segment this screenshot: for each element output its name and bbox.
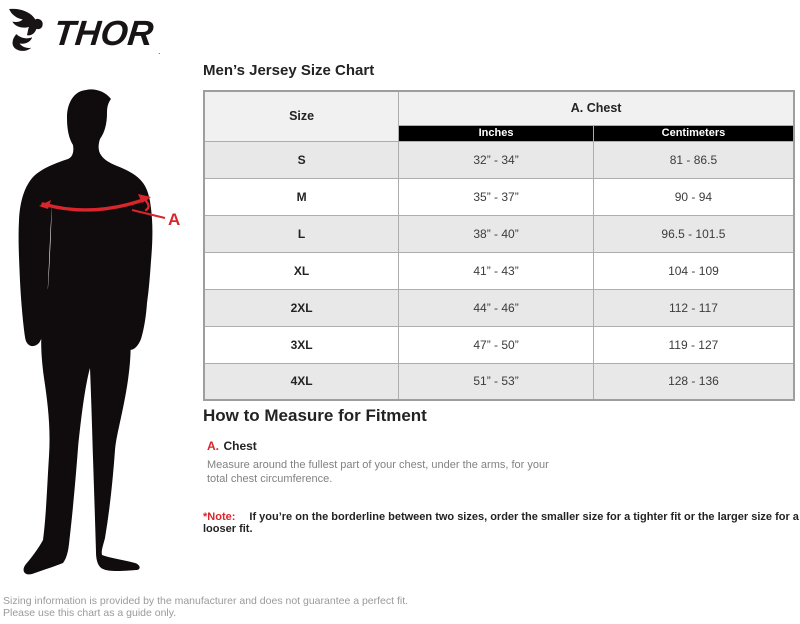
thor-logo	[8, 8, 160, 59]
row-centimeters: 104 - 109	[593, 252, 794, 289]
row-inches: 41” - 43”	[399, 252, 594, 289]
column-header-inches: Inches	[399, 125, 594, 141]
table-row	[204, 178, 794, 215]
table-row	[204, 141, 794, 178]
row-size: M	[204, 178, 399, 215]
male-silhouette-shape	[19, 89, 153, 574]
row-centimeters: 81 - 86.5	[593, 141, 794, 178]
table-row	[204, 326, 794, 363]
thor-logo-regmark: .	[158, 47, 161, 56]
measure-section-heading: How to Measure for Fitment	[203, 406, 427, 425]
row-size: 4XL	[204, 363, 399, 400]
chest-measure-label: A	[168, 210, 181, 229]
size-chart-table	[203, 90, 795, 401]
sizing-note	[203, 511, 800, 535]
body-silhouette-figure	[10, 88, 190, 580]
table-row	[204, 363, 794, 400]
measure-item-key: A.	[207, 439, 219, 453]
column-header-centimeters: Centimeters	[593, 125, 794, 141]
row-size: L	[204, 215, 399, 252]
measure-item-description: Measure around the fullest part of your chest, under the arms, for your total chest circumference.	[207, 459, 549, 485]
row-centimeters: 119 - 127	[593, 326, 794, 363]
row-inches: 35” - 37”	[399, 178, 594, 215]
table-row	[204, 289, 794, 326]
row-size: S	[204, 141, 399, 178]
disclaimer	[3, 596, 408, 619]
row-size: XL	[204, 252, 399, 289]
row-centimeters: 112 - 117	[593, 289, 794, 326]
row-centimeters: 128 - 136	[593, 363, 794, 400]
column-header-chest: A. Chest	[399, 91, 794, 125]
row-centimeters: 96.5 - 101.5	[593, 215, 794, 252]
thor-logo-text: THOR	[51, 14, 156, 53]
row-inches: 51” - 53”	[399, 363, 594, 400]
column-header-size: Size	[204, 91, 399, 141]
row-inches: 38” - 40”	[399, 215, 594, 252]
table-row	[204, 215, 794, 252]
row-inches: 44” - 46”	[399, 289, 594, 326]
row-inches: 32” - 34”	[399, 141, 594, 178]
measure-item-name: Chest	[223, 439, 257, 453]
measure-item-chest	[207, 437, 567, 486]
size-table-body	[204, 141, 794, 400]
sizing-note-label: *Note:	[203, 511, 236, 523]
sizing-note-text: If you’re on the borderline between two sizes, order the smaller size for a tighter fit or the larger size for a looser fit.	[203, 511, 799, 535]
disclaimer-line1: Sizing information is provided by the manufacturer and does not guarantee a perfect fit.	[3, 595, 409, 607]
row-inches: 47” - 50”	[399, 326, 594, 363]
row-size: 2XL	[204, 289, 399, 326]
thor-horned-head-icon	[8, 8, 50, 59]
disclaimer-line2: Please use this chart as a guide only.	[3, 606, 177, 619]
row-centimeters: 90 - 94	[593, 178, 794, 215]
row-size: 3XL	[204, 326, 399, 363]
size-chart-title: Men’s Jersey Size Chart	[203, 62, 375, 79]
table-row	[204, 252, 794, 289]
